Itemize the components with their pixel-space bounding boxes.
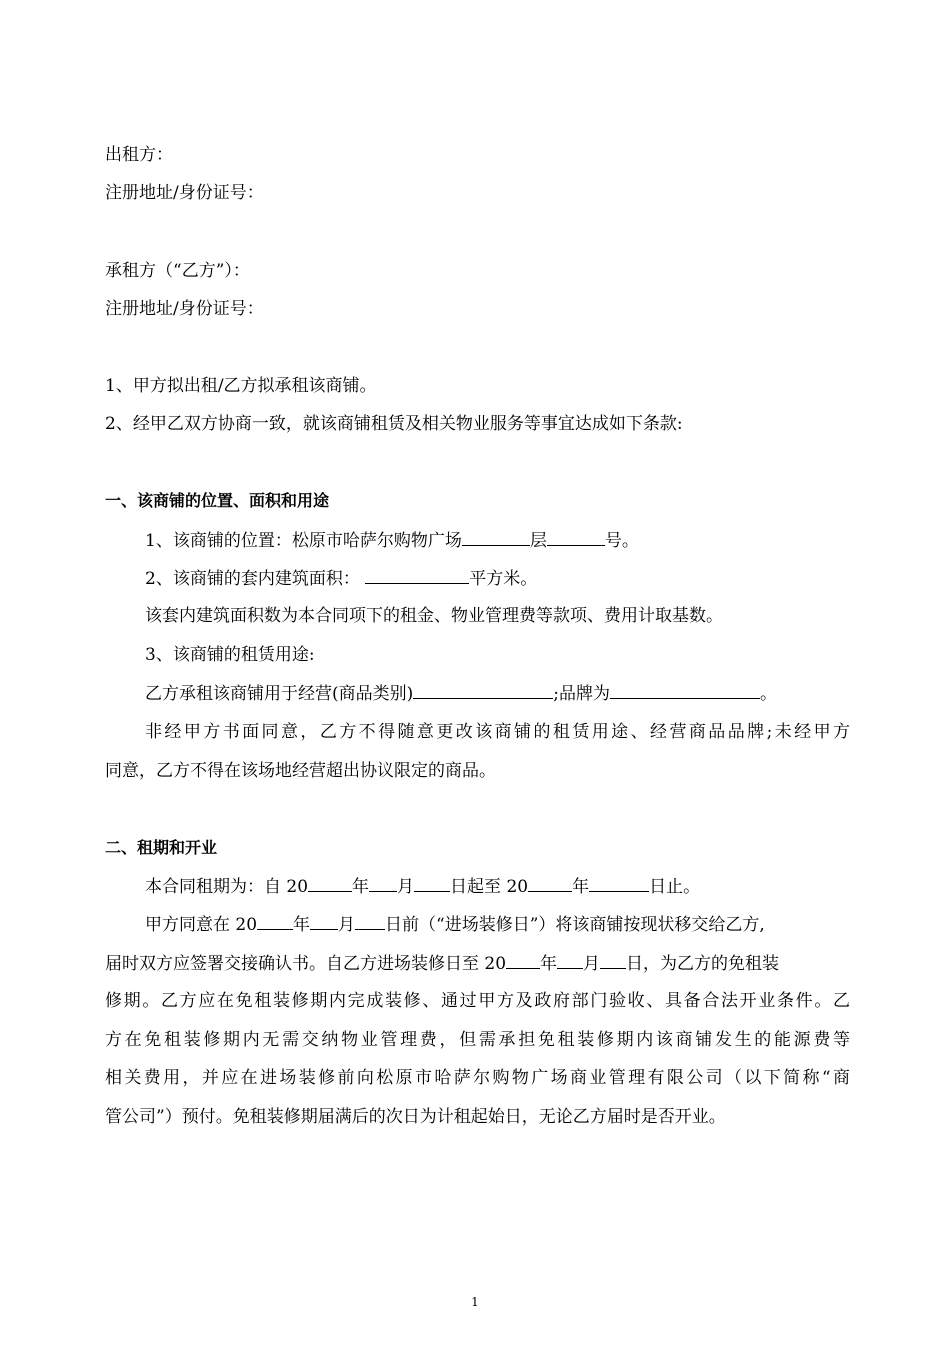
section-2-heading: 二、租期和开业	[105, 838, 218, 857]
number-label: 号。	[604, 531, 639, 551]
clause-usage	[145, 682, 850, 704]
section-1-heading: 一、该商铺的位置、面积和用途	[105, 491, 330, 510]
floor-label: 层	[529, 531, 547, 551]
term-start-month-blank[interactable]	[369, 875, 397, 892]
restriction-line-2: 同意，乙方不得在该场地经营超出协议限定的商品。	[105, 761, 496, 781]
term-end-year-blank[interactable]	[528, 875, 572, 892]
lessor-address-label: 注册地址/身份证号：	[105, 183, 264, 203]
term-year-label: 年	[352, 877, 370, 897]
handover-year-label: 年	[293, 915, 311, 935]
clause-location	[145, 529, 850, 551]
term-end-date-blank[interactable]	[589, 875, 649, 892]
clause-term	[145, 875, 850, 897]
term-from-label: 日起至 20	[450, 877, 529, 897]
shop-number-blank[interactable]	[547, 529, 605, 546]
clause-handover	[145, 913, 850, 935]
preamble-item-1: 1、甲方拟出租/乙方拟承租该商铺。	[105, 376, 377, 396]
handover-rest: 日前（“进场装修日”）将该商铺按现状移交给乙方,	[385, 915, 765, 935]
fitout-month-blank[interactable]	[557, 952, 583, 969]
area-blank[interactable]	[365, 567, 469, 584]
usage-prefix: 乙方承租该商铺用于经营(商品类别)	[145, 684, 414, 704]
term-start-year-blank[interactable]	[308, 875, 352, 892]
page-number: 1	[471, 1295, 479, 1309]
brand-blank[interactable]	[610, 682, 760, 699]
term-end-label: 日止。	[649, 877, 701, 897]
area-prefix: 2、该商铺的套内建筑面积：	[145, 569, 360, 589]
clause-area	[145, 567, 850, 589]
fitout-end-text: 日，为乙方的免租装	[626, 954, 780, 974]
fitout-year-blank[interactable]	[506, 952, 540, 969]
handover-year-blank[interactable]	[257, 913, 293, 930]
restriction-line-1: 非经甲方书面同意，乙方不得随意更改该商铺的租赁用途、经营商品品牌;未经甲方	[145, 722, 850, 742]
handover-month-label: 月	[338, 915, 356, 935]
area-note: 该套内建筑面积数为本合同项下的租金、物业管理费等款项、费用计取基数。	[145, 606, 723, 626]
fitout-day-blank[interactable]	[600, 952, 626, 969]
handover-line-5: 相关费用，并应在进场装修前向松原市哈萨尔购物广场商业管理有限公司（以下简称“商	[105, 1068, 850, 1088]
lessee-address-label: 注册地址/身份证号：	[105, 299, 264, 319]
fitout-year-label: 年	[540, 954, 558, 974]
usage-end: 。	[760, 684, 777, 704]
usage-title: 3、该商铺的租赁用途:	[145, 645, 315, 665]
handover-month-blank[interactable]	[310, 913, 338, 930]
term-month-label: 月	[397, 877, 415, 897]
handover-line-3: 修期。乙方应在免租装修期内完成装修、通过甲方及政府部门验收、具备合法开业条件。乙	[105, 991, 850, 1011]
category-blank[interactable]	[413, 682, 553, 699]
line-a-text: 届时双方应签署交接确认书。自乙方进场装修日至 20	[105, 954, 507, 974]
preamble-item-2: 2、经甲乙双方协商一致，就该商铺租赁及相关物业服务等事宜达成如下条款:	[105, 414, 683, 434]
area-unit: 平方米。	[469, 569, 538, 589]
handover-day-blank[interactable]	[355, 913, 385, 930]
handover-line-6: 管公司”）预付。免租装修期届满后的次日为计租起始日，无论乙方届时是否开业。	[105, 1107, 726, 1127]
handover-line-4: 方在免租装修期内无需交纳物业管理费，但需承担免租装修期内该商铺发生的能源费等	[105, 1030, 850, 1050]
location-prefix: 1、该商铺的位置：松原市哈萨尔购物广场	[145, 531, 462, 551]
term-year2-label: 年	[572, 877, 590, 897]
floor-blank[interactable]	[462, 529, 530, 546]
fitout-month-label: 月	[583, 954, 601, 974]
term-start-day-blank[interactable]	[414, 875, 450, 892]
term-prefix: 本合同租期为：自 20	[145, 877, 309, 897]
handover-line-2	[105, 952, 850, 974]
lessor-label: 出租方：	[105, 145, 173, 165]
brand-label: ;品牌为	[553, 684, 610, 704]
lessee-label: 承租方（“乙方”）：	[105, 261, 250, 281]
handover-prefix: 甲方同意在 20	[145, 915, 258, 935]
